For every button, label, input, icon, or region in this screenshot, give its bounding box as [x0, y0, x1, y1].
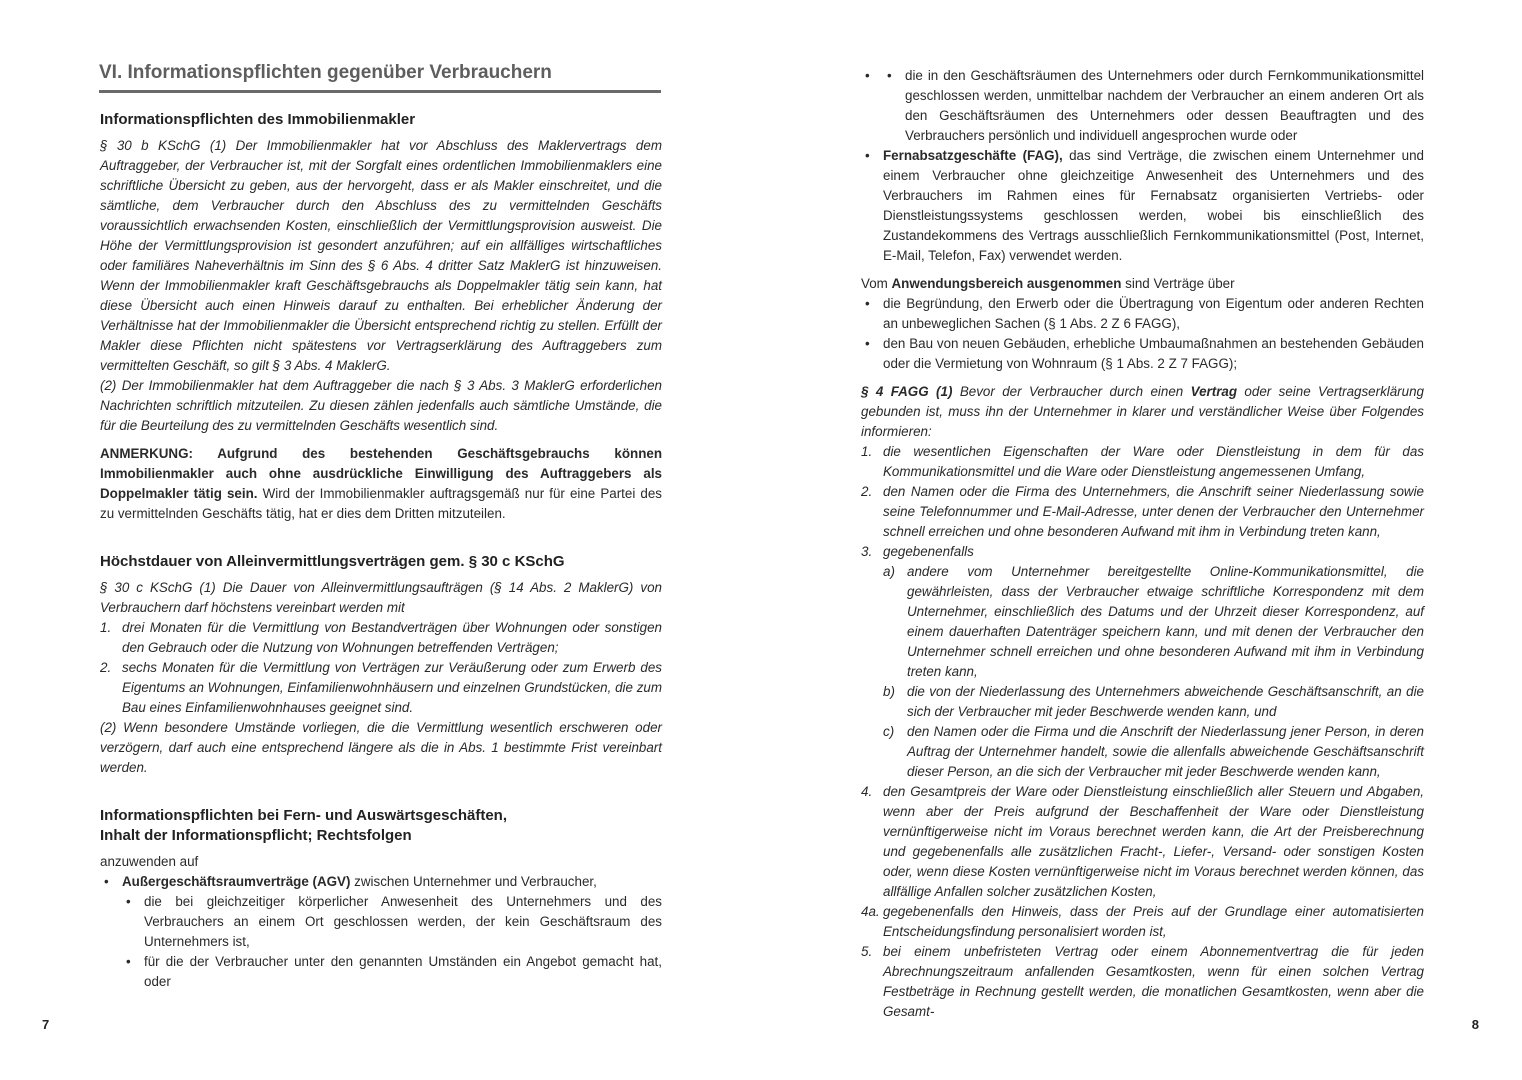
bullet-list-continued: [861, 66, 1424, 266]
numbered-list: [861, 442, 1424, 1022]
term-bold: Fernabsatzgeschäfte (FAG),: [883, 148, 1063, 163]
list-number: 3.: [861, 544, 873, 559]
legal-reference: (2): [100, 720, 117, 735]
paragraph-text: Wenn besondere Umstände vorliegen, die die Vermittlung wesentlich erschweren oder verzögern, darf auch eine entsprechend längere als die in Abs. 1 bestimmte Frist vereinbart werden.: [100, 720, 662, 775]
section-heading: Informationspflichten des Immobilienmakler: [100, 111, 416, 128]
page-number: 7: [42, 1017, 50, 1032]
alpha-item: [883, 682, 1424, 722]
list-text: die wesentlichen Eigenschaften der Ware oder Dienstleistung in dem für das Kommunikationsmittel und die Ware oder Dienstleistung angemessenen Umfang,: [883, 444, 1424, 479]
list-number: 4.: [861, 784, 873, 799]
list-number: 4a.: [861, 904, 880, 919]
paragraph-fagg-4: [861, 382, 1424, 442]
list-text: gegebenenfalls den Hinweis, dass der Preis auf der Grundlage einer automatisierten Entscheidungsfindung personalisiert worden ist,: [883, 904, 1424, 939]
paragraph-text: Der Immobilienmakler hat vor Abschluss des Maklervertrags dem Auftraggeber, der Verbraucher ist, mit der Sorgfalt eines ordentlichen Immobilienmaklers eine schriftliche Übersicht zu geben, aus der hervorgeht, dass er als Makler einschreitet, und die sämtliche, dem Verbraucher durch den Abschluss des zu vermittelnden Geschäfts voraussichtlich erwachsenden Kosten, einschließlich der Vermittlungsprovision ausweist. Die Höhe der Vermittlungsprovision ist gesondert anzuführen; auf ein allfälliges wirtschaftliches oder familiäres Naheverhältnis im Sinn des § 6 Abs. 4 dritter Satz MaklerG ist hinzuweisen. Wenn der Immobilienmakler kraft Geschäftsgebrauchs als Doppelmakler tätig sein kann, hat diese Übersicht auch einen Hinweis darauf zu enthalten. Bei erheblicher Änderung der Verhältnisse hat der Immobilienmakler die Übersicht entsprechend richtig zu stellen. Erfüllt der Makler diese Pflichten nicht spätestens vor Vertragserklärung des Auftraggebers zum vermittelten Geschäft, so gilt § 3 Abs. 4 MaklerG.: [100, 138, 662, 373]
list-item: [861, 442, 1424, 482]
list-item: [861, 902, 1424, 942]
exclusion-list: [861, 294, 1424, 374]
sub-list-item: • für die der Verbraucher unter den genannten Umständen ein Angebot gemacht hat, oder: [122, 952, 662, 992]
list-item: [100, 618, 662, 658]
bullet-list: [100, 872, 662, 992]
right-page: [761, 0, 1522, 1080]
paragraph-text: Die Dauer von Alleinvermittlungsaufträgen (§ 14 Abs. 2 MaklerG) von Verbrauchern darf höchstens vereinbart werden mit: [100, 580, 662, 615]
sub-list-item: • • die in den Geschäftsräumen des Unternehmers oder durch Fernkommunikationsmittel geschlossen werden, unmittelbar nachdem der Verbraucher an einem anderen Ort als den Geschäftsräumen des Unternehmers oder dessen Beauftragten und des Verbrauchers persönlich und individuell angesprochen wurde oder: [883, 66, 1424, 146]
alpha-list: [883, 562, 1424, 782]
legal-reference: § 30 b KSchG (1): [100, 138, 227, 153]
numbered-list: [100, 618, 662, 718]
sub-bullet-list: [883, 66, 1424, 146]
section-fern-auswaertsgeschaefte: [100, 806, 662, 992]
intro-text: anzuwenden auf: [100, 854, 199, 869]
list-number: 1.: [100, 620, 112, 635]
list-text: zwischen Unternehmer und Verbraucher,: [350, 874, 597, 889]
list-text: den Namen oder die Firma des Unternehmers, die Anschrift seiner Niederlassung sowie seine Telefonnummer und E-Mail-Adresse, unter denen der Verbraucher den Unternehmer schnell erreichen und ohne besonderen Aufwand mit ihm in Verbindung treten kann,: [883, 484, 1424, 539]
text: Vom: [861, 276, 892, 291]
text: sind Verträge über: [1121, 276, 1235, 291]
list-text: den Gesamtpreis der Ware oder Dienstleistung einschließlich aller Steuern und Abgaben, wenn aber der Preis aufgrund der Beschaffenheit der Ware oder Dienstleistung vernünftigerweise nicht im Voraus berechnet werden kann, die Art der Preisberechnung und gegebenenfalls alle zusätzlichen Fracht-, Liefer-, Versand- oder sonstigen Kosten oder, wenn diese Kosten vernünftigerweise nicht im Voraus berechnet werden können, das allfällige Anfallen solcher zusätzlichen Kosten,: [883, 784, 1424, 899]
legal-reference: § 4 FAGG (1): [861, 384, 953, 399]
note-paragraph: [100, 444, 662, 524]
list-number: 2.: [100, 660, 112, 675]
note-bold: ANMERKUNG: Aufgrund des bestehenden Geschäftsgebrauchs können Immobilienmakler auch ohne ausdrückliche Einwilligung des Auftraggebers als Doppelmakler tätig sein.: [100, 446, 662, 501]
list-number: a): [883, 564, 895, 579]
sub-bullet-list: [122, 892, 662, 992]
list-text: den Namen oder die Firma und die Anschrift der Niederlassung jener Person, in deren Auftrag der Unternehmer handelt, sowie die allenfalls abweichende Geschäftsanschrift dieser Person, an die sich der Verbraucher mit jeder Beschwerde wenden kann,: [907, 724, 1424, 779]
sub-list-item: • die bei gleichzeitiger körperlicher Anwesenheit des Unternehmers und des Verbrauchers an einem Ort geschlossen werden, der kein Geschäftsraum des Unternehmers ist,: [122, 892, 662, 952]
list-text: gegebenenfalls: [883, 544, 974, 559]
list-item: [861, 942, 1424, 1022]
heading-line: Informationspflichten bei Fern- und Auswärtsgeschäften,: [100, 807, 507, 824]
heading-line: Inhalt der Informationspflicht; Rechtsfolgen: [100, 827, 412, 844]
exclusion-intro: [861, 274, 1424, 294]
left-column: [100, 110, 662, 992]
list-number: b): [883, 684, 895, 699]
term-bold: Anwendungsbereich ausgenommen: [891, 276, 1122, 291]
note-text: Wird der Immobilienmakler auftragsgemäß nur für eine Partei des zu vermittelnden Geschäfts tätig, hat er dies dem Dritten mitzuteilen.: [100, 486, 662, 521]
list-text: die von der Niederlassung des Unternehmers abweichende Geschäftsanschrift, an die sich der Verbraucher mit jeder Beschwerde wenden kann, und: [907, 684, 1424, 719]
paragraph-30b-1: [100, 136, 662, 376]
term-bold: Außergeschäftsraumverträge (AGV): [122, 874, 351, 889]
list-number: 5.: [861, 944, 873, 959]
paragraph-text: Der Immobilienmakler hat dem Auftraggeber die nach § 3 Abs. 3 MaklerG erforderlichen Nachrichten schriftlich mitzuteilen. Zu diesen zählen jedenfalls auch sämtliche Umstände, die für die Beurteilung des zu vermittelnden Geschäfts wesentlich sind.: [100, 378, 662, 433]
list-number: 1.: [861, 444, 873, 459]
list-text: das sind Verträge, die zwischen einem Unternehmer und einem Verbraucher ohne gleichzeitige Anwesenheit des Unternehmers und des Verbrauchers im Rahmen eines für Fernabsatz organisierten Vertriebs- oder Dienstleistungssystems geschlossen werden, wobei bis einschließlich des Zustandekommens des Vertrags ausschließlich Fernkommunikationsmittel (Post, Internet, E-Mail, Telefon, Fax) verwendet werden.: [883, 148, 1424, 263]
list-number: 2.: [861, 484, 873, 499]
alpha-item: [883, 562, 1424, 682]
legal-reference: § 30 c KSchG (1): [100, 580, 216, 595]
paragraph-30c-1: [100, 578, 662, 618]
right-column: [861, 66, 1424, 1022]
chapter-title: VI. Informationspflichten gegenüber Verbrauchern: [99, 62, 661, 93]
list-item: [861, 146, 1424, 266]
section-heading: [100, 806, 662, 846]
section-informationspflichten-immobilienmakler: [100, 110, 662, 524]
list-item-continued: [861, 66, 1424, 146]
list-item: [100, 872, 662, 992]
alpha-item: [883, 722, 1424, 782]
list-item: • die Begründung, den Erwerb oder die Übertragung von Eigentum oder anderen Rechten an unbeweglichen Sachen (§ 1 Abs. 2 Z 6 FAGG),: [861, 294, 1424, 334]
list-item: [861, 542, 1424, 782]
paragraph-text: oder seine Vertragserklärung gebunden ist, muss ihn der Unternehmer in klarer und verständlicher Weise über Folgendes informieren:: [861, 384, 1424, 439]
paragraph-text: Bevor der Verbraucher durch einen: [959, 384, 1191, 399]
page-number: 8: [1471, 1017, 1479, 1032]
paragraph-30b-2: [100, 376, 662, 436]
list-text: andere vom Unternehmer bereitgestellte Online-Kommunikationsmittel, die gewährleisten, dass der Verbraucher etwaige schriftliche Korrespondenz mit dem Unternehmer, einschließlich des Datums und der Uhrzeit dieser Korrespondenz, auf einem dauerhaften Datenträger speichern kann, und mit denen der Verbraucher den Unternehmer schnell erreichen und ohne besonderen Aufwand mit ihm in Verbindung treten kann,: [907, 564, 1424, 679]
list-text: drei Monaten für die Vermittlung von Bestandverträgen über Wohnungen oder sonstigen den Gebrauch oder die Nutzung von Wohnungen betreffenden Verträgen;: [122, 620, 662, 655]
list-text: bei einem unbefristeten Vertrag oder einem Abonnementvertrag die für jeden Abrechnungszeitraum anfallenden Gesamtkosten, wenn für einen solchen Vertrag Festbeträge in Rechnung gestellt werden, die monatlichen Gesamtkosten, wenn aber die Gesamt-: [883, 944, 1424, 1019]
list-item: [861, 782, 1424, 902]
term-bold: Vertrag: [1190, 384, 1238, 399]
list-item: • den Bau von neuen Gebäuden, erhebliche Umbaumaßnahmen an bestehenden Gebäuden oder die Vermietung von Wohnraum (§ 1 Abs. 2 Z 7 FAGG);: [861, 334, 1424, 374]
list-text: sechs Monaten für die Vermittlung von Verträgen zur Veräußerung oder zum Erwerb des Eigentums an Wohnungen, Einfamilienwohnhäusern und einzelnen Grundstücken, die zum Bau eines Einfamilienwohnhauses geeignet sind.: [122, 660, 662, 715]
list-number: c): [883, 724, 895, 739]
list-item: [861, 482, 1424, 542]
paragraph-30c-2: [100, 718, 662, 778]
section-heading: Höchstdauer von Alleinvermittlungsverträgen gem. § 30 c KSchG: [100, 553, 565, 570]
section-hoechstdauer: [100, 552, 662, 778]
legal-reference: (2): [100, 378, 117, 393]
list-item: [100, 658, 662, 718]
